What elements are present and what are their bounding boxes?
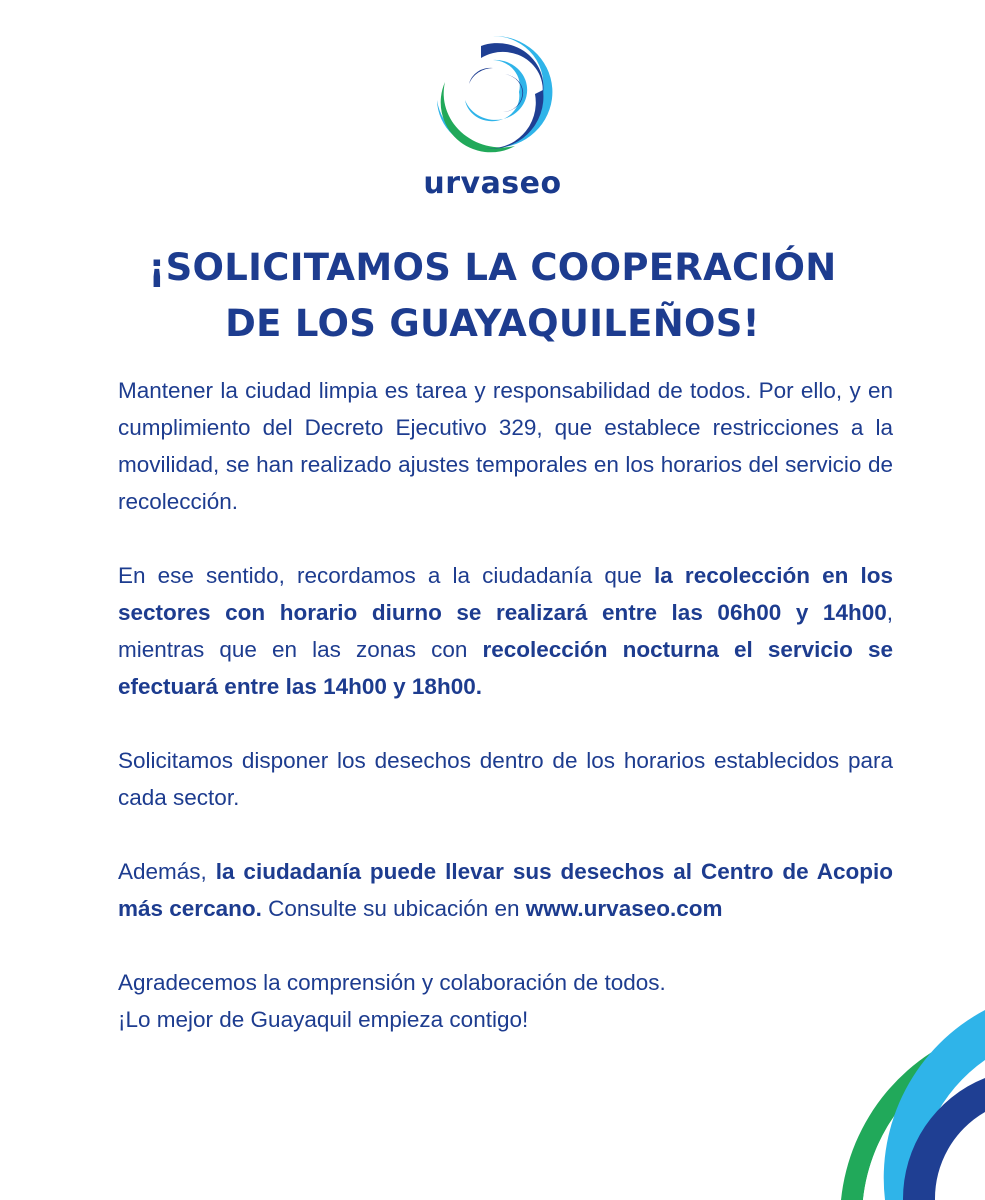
slogan-line: ¡Lo mejor de Guayaquil empieza contigo! (118, 1007, 529, 1032)
thanks-line: Agradecemos la comprensión y colaboración de todos. (118, 970, 666, 995)
paragraph-2 (118, 557, 893, 705)
announcement-body (118, 372, 893, 1038)
headline (0, 240, 985, 352)
brand-name: urvaseo (423, 166, 562, 201)
paragraph-4-text-b: Consulte su ubicación en (261, 896, 526, 921)
paragraph-4 (118, 853, 893, 927)
collection-center-note: la ciudadanía puede llevar sus desechos al Centro de Acopio más cercano. (118, 859, 893, 921)
paragraph-2-text-a: En ese sentido, recordamos a la ciudadanía que (118, 563, 655, 588)
paragraph-5 (118, 964, 893, 1038)
headline-line-2: DE LOS GUAYAQUILEÑOS! (225, 302, 760, 345)
night-schedule: recolección nocturna el servicio se efectuará entre las 14h00 y 18h00. (118, 637, 893, 699)
paragraph-3: Solicitamos disponer los desechos dentro de los horarios establecidos para cada sector. (118, 748, 893, 810)
daytime-schedule: la recolección en los sectores con horario diurno se realizará entre las 06h00 y 14h00 (118, 563, 894, 625)
website-link[interactable]: www.urvaseo.com (525, 896, 723, 921)
paragraph-2-text-b: , mientras que en las zonas con (118, 600, 893, 662)
paragraph-4-text-a: Además, (118, 859, 216, 884)
headline-line-1: ¡SOLICITAMOS LA COOPERACIÓN (148, 246, 837, 289)
swirl-logo-icon (423, 28, 563, 158)
paragraph-1: Mantener la ciudad limpia es tarea y responsabilidad de todos. Por ello, y en cumplimiento del Decreto Ejecutivo 329, que establece restricciones a la movilidad, se han realizado ajustes temporales en los horarios del servicio de recolección. (118, 378, 893, 514)
corner-swirl-decoration (785, 1000, 985, 1200)
urvaseo-logo (0, 28, 985, 201)
